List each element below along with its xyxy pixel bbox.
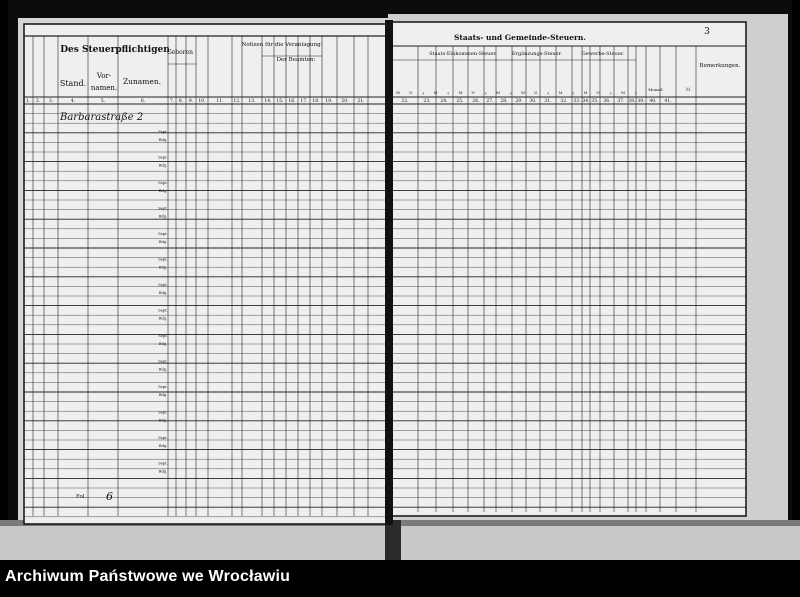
right-column-number: 39. (637, 99, 645, 104)
left-column-number: 4. (70, 99, 76, 104)
right-column-number: 23. (423, 99, 431, 104)
row-label-bottom: Rdg. (158, 138, 168, 142)
right-unit-label: ₰ (484, 91, 487, 95)
left-column-number: 13. (248, 99, 256, 104)
right-column-number: 30. (529, 99, 537, 104)
row-label-top: Sept. (158, 283, 168, 287)
right-unit-label: M (621, 91, 625, 95)
row-label-top: Sept. (158, 130, 168, 134)
row-label-bottom: Rdg. (158, 265, 168, 270)
total-label-mark: ℳ (685, 88, 691, 93)
archive-label: Archiwum Państwowe we Wrocławiu (5, 568, 291, 585)
right-main-title: Staats- und Gemeinde-Steuern. (454, 33, 586, 42)
right-column-number: 32. (560, 99, 568, 104)
row-label-bottom: Rdg. (158, 342, 168, 346)
right-unit-label: ℳ (471, 91, 475, 95)
row-label-top: Sept. (158, 385, 168, 389)
row-label-bottom: Rdg. (158, 316, 168, 321)
right-unit-label: M (558, 91, 563, 95)
right-unit-label: ₰ (547, 91, 549, 95)
left-column-number: 18. (312, 99, 320, 104)
row-label-bottom: Rdg. (158, 240, 168, 244)
right-unit-label: ℳ (408, 91, 413, 95)
row-label-bottom: Rdg. (158, 291, 168, 295)
header-der-beamten: Der Beamten: (276, 57, 316, 63)
right-unit-label: M (458, 91, 463, 95)
right-column-number: 29. (515, 99, 523, 104)
right-unit-label: ₰ (634, 91, 637, 95)
row-label-bottom: Rdg. (158, 163, 168, 168)
left-column-number: 21. (357, 99, 365, 104)
right-unit-label: ₰ (572, 91, 574, 95)
left-column-number: 12. (233, 99, 241, 104)
left-column-number: 14. (264, 99, 272, 104)
right-column-number: 40. (649, 99, 657, 104)
left-main-title: Des Steuerpflichtigen (60, 45, 170, 55)
right-column-number: 34. (582, 99, 590, 104)
left-column-number: 8. (178, 99, 184, 104)
header-staats-einkommen: Staats-Einkommen-Steuer. (429, 51, 497, 57)
row-label-bottom: Rdg. (158, 444, 168, 448)
left-column-number: 6. (140, 99, 146, 104)
right-column-number: 26. (472, 99, 480, 104)
right-page (392, 22, 746, 516)
right-unit-label: M (583, 91, 588, 95)
right-column-number: 25. (456, 99, 464, 104)
header-ergaenzung: Ergänzungs-Steuer. (512, 51, 562, 57)
header-bemerkungen: Bemerkungen. (699, 63, 741, 69)
row-label-bottom: Rdg. (158, 393, 168, 397)
left-column-number: 20. (341, 99, 349, 104)
row-label-top: Sept. (158, 359, 168, 364)
right-column-number: 35. (591, 99, 599, 104)
right-column-number: 28. (500, 99, 508, 104)
bottom-fol-label: Fol. (76, 494, 87, 500)
header-notizen: Notizen für die Veranlagung: (241, 42, 323, 48)
row-label-bottom: Rdg. (158, 214, 168, 219)
header-vornamen-2: namen. (90, 84, 118, 92)
header-stand: Stand. (59, 79, 87, 88)
left-column-number: 17. (300, 99, 308, 104)
row-label-top: Sept. (158, 181, 168, 185)
right-unit-label: M (521, 91, 525, 95)
right-unit-label: ℳ (596, 91, 600, 95)
right-unit-label: ℳ (533, 91, 538, 95)
left-column-number: 10. (198, 99, 206, 104)
bottom-fol-number: 6 (106, 490, 113, 503)
header-gewerbe: Gewerbe-Steuer. (581, 51, 625, 57)
right-unit-label: ₰ (609, 91, 612, 95)
row-label-top: Sept. (158, 232, 168, 236)
right-unit-label: ₰ (509, 91, 512, 95)
row-label-top: Sept. (158, 257, 168, 262)
right-unit-label: M (496, 91, 500, 95)
page-number: 3 (704, 27, 710, 37)
left-column-number: 16. (288, 99, 296, 104)
header-geboren: Geboren (166, 49, 194, 56)
right-column-number: 38. (628, 99, 636, 104)
left-column-number: 19. (325, 99, 333, 104)
right-column-number: 36. (603, 99, 611, 104)
right-unit-label: M (396, 91, 400, 95)
row-label-top: Sept. (158, 436, 168, 440)
right-column-number: 24. (440, 99, 448, 104)
row-label-top: Sept. (158, 461, 168, 466)
row-label-top: Sept. (158, 308, 168, 313)
row-label-bottom: Rdg. (158, 367, 168, 372)
right-column-number: 37. (617, 99, 625, 104)
right-column-number: 33. (573, 99, 581, 104)
left-column-number: 3. (48, 99, 54, 104)
left-column-number: 11. (216, 99, 224, 104)
row-label-bottom: Rdg. (158, 469, 168, 474)
left-column-number: 1. (25, 99, 31, 104)
right-unit-label: ₰ (447, 91, 449, 95)
left-column-number: 15. (276, 99, 284, 104)
right-column-number: 31. (544, 99, 552, 104)
row-label-bottom: Rdg. (158, 418, 168, 423)
right-column-number: 22. (401, 99, 409, 104)
row-label-top: Sept. (158, 410, 168, 415)
right-unit-label: M (433, 91, 438, 95)
handwritten-street: Barbarastraße 2 (60, 112, 144, 123)
row-label-top: Sept. (158, 334, 168, 338)
left-column-number: 9. (188, 99, 194, 104)
row-label-top: Sept. (158, 155, 168, 160)
left-column-number: 7. (169, 99, 175, 104)
right-column-number: 41. (664, 99, 672, 104)
left-column-number: 2. (35, 99, 41, 104)
right-unit-label: ₰ (422, 91, 424, 95)
row-label-bottom: Rdg. (158, 189, 168, 193)
header-zunamen: Zunamen. (122, 77, 162, 86)
header-vornamen: Vor- (96, 72, 112, 80)
archive-footer (0, 560, 800, 597)
left-column-number: 5. (100, 99, 106, 104)
row-label-top: Sept. (158, 206, 168, 211)
total-label-monthly: Monatl. (648, 87, 664, 92)
right-column-number: 27. (486, 99, 494, 104)
